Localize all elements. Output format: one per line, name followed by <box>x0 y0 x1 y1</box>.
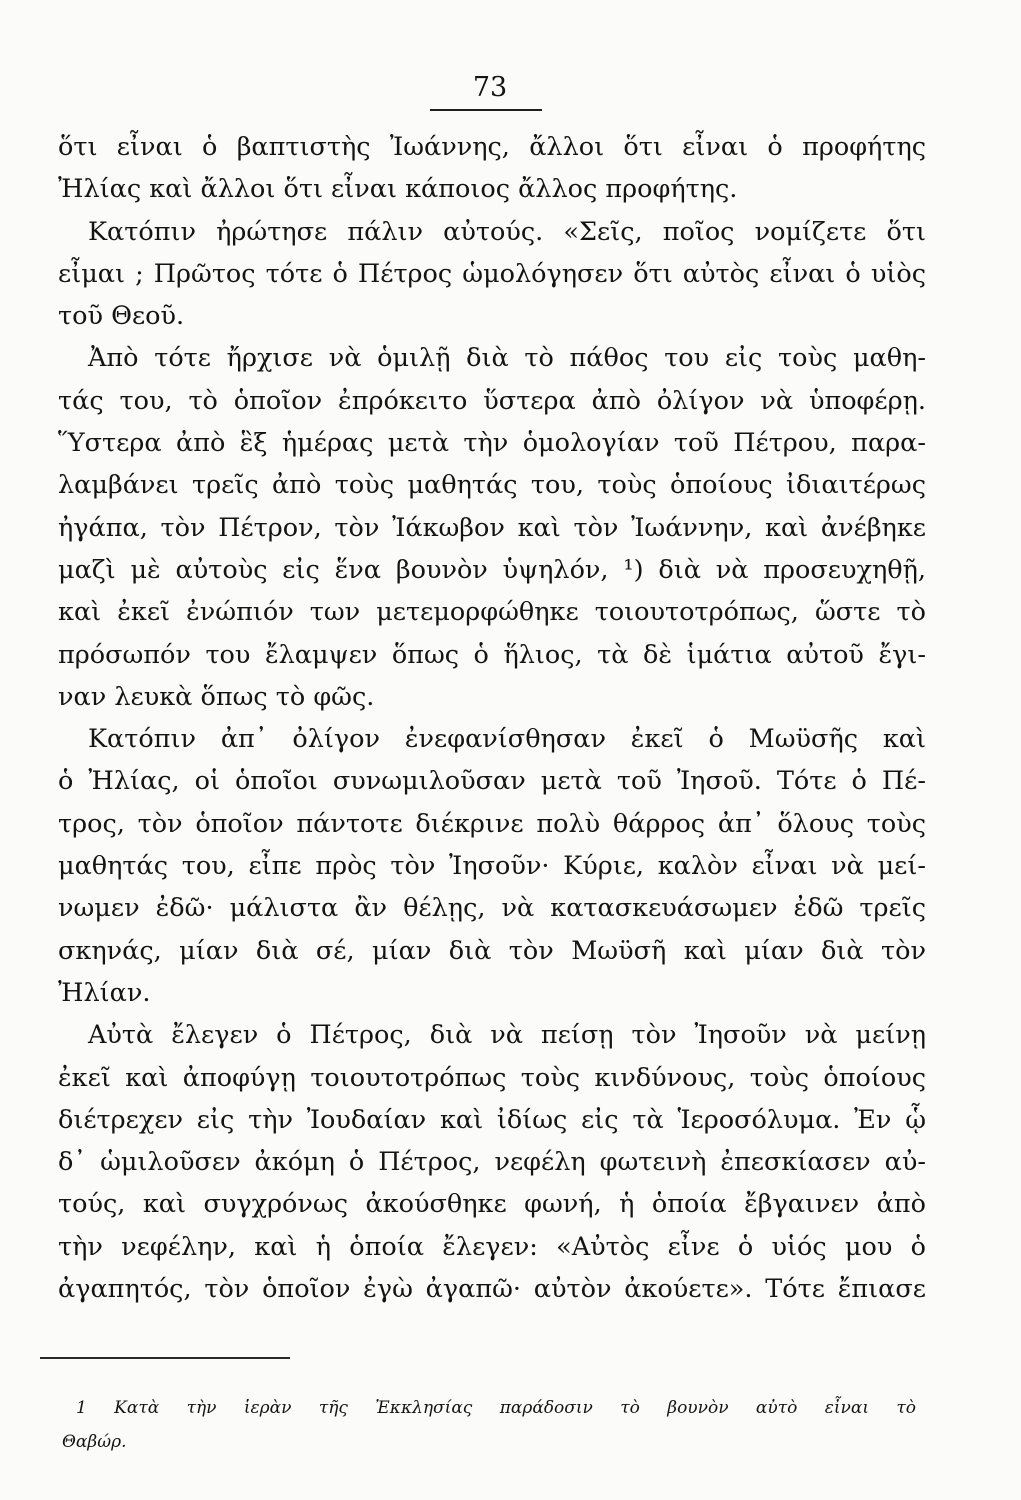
text-line: Ἠλίας καὶ ἄλλοι ὅτι εἶναι κάποιος ἄλλος προφήτης. <box>58 174 738 205</box>
text-line: σκηνάς, μίαν διὰ σέ, μίαν διὰ τὸν Μωϋσῆ καὶ μίαν διὰ τὸν <box>58 935 926 966</box>
text-line: εἶμαι ; Πρῶτος τότε ὁ Πέτρος ὡμολόγησεν ὅτι αὐτὸς εἶναι ὁ υἱὸς <box>58 258 926 289</box>
footnote-line: 1 Κατὰ τὴν ἱερὰν τῆς Ἐκκλησίας παράδοσιν τὸ βουνὸν αὐτὸ εἶναι τὸ <box>76 1398 916 1418</box>
text-line: ἀγαπητός, τὸν ὁποῖον ἐγὼ ἀγαπῶ· αὐτὸν ἀκούετε». Τότε ἔπιασε <box>58 1274 926 1305</box>
text-line: καὶ ἐκεῖ ἐνώπιόν των μετεμορφώθηκε τοιουτοτρόπως, ὥστε τὸ <box>58 597 926 628</box>
footnotes <box>62 1391 916 1459</box>
text-line: τρος, τὸν ὁποῖον πάντοτε διέκρινε πολὺ θάρρος ἀπ᾽ ὅλους τοὺς <box>58 808 926 839</box>
text-line: Κατόπιν ἠρώτησε πάλιν αὐτούς. «Σεῖς, ποῖος νομίζετε ὅτι <box>88 216 926 247</box>
text-line: τὴν νεφέλην, καὶ ἡ ὁποία ἔλεγεν: «Αὐτὸς εἶνε ὁ υἱός μου ὁ <box>58 1231 926 1262</box>
text-line: τοῦ Θεοῦ. <box>58 301 185 332</box>
text-line: Ἠλίαν. <box>58 977 151 1008</box>
body-text <box>58 126 926 1310</box>
text-line: νωμεν ἐδῶ· μάλιστα ἂν θέλῃς, νὰ κατασκευάσωμεν ἐδῶ τρεῖς <box>58 893 926 924</box>
text-line: δ᾽ ὡμιλοῦσεν ἀκόμη ὁ Πέτρος, νεφέλη φωτεινὴ ἐπεσκίασεν αὐ- <box>58 1147 926 1178</box>
text-line: τούς, καὶ συγχρόνως ἀκούσθηκε φωνή, ἡ ὁποία ἔβγαινεν ἀπὸ <box>58 1189 926 1220</box>
footnote-rule <box>40 1357 290 1359</box>
text-line: μαθητάς του, εἶπε πρὸς τὸν Ἰησοῦν· Κύριε, καλὸν εἶναι νὰ μεί- <box>58 851 926 882</box>
text-line: πρόσωπόν του ἔλαμψεν ὅπως ὁ ἥλιος, τὰ δὲ ἱμάτια αὐτοῦ ἔγι- <box>58 639 926 670</box>
text-line: ὁ Ἠλίας, οἱ ὁποῖοι συνωμιλοῦσαν μετὰ τοῦ Ἰησοῦ. Τότε ὁ Πέ- <box>58 766 926 797</box>
text-line: Αὐτὰ ἔλεγεν ὁ Πέτρος, διὰ νὰ πείσῃ τὸν Ἰησοῦν νὰ μείνῃ <box>88 1020 926 1051</box>
text-line: τάς του, τὸ ὁποῖον ἐπρόκειτο ὕστερα ἀπὸ ὀλίγον νὰ ὑποφέρῃ. <box>58 385 926 416</box>
text-line: ὅτι εἶναι ὁ βαπτιστὴς Ἰωάννης, ἄλλοι ὅτι εἶναι ὁ προφήτης <box>58 132 926 162</box>
text-line: Κατόπιν ἀπ᾽ ὀλίγον ἐνεφανίσθησαν ἐκεῖ ὁ Μωϋσῆς καὶ <box>88 724 926 755</box>
text-line: ἠγάπα, τὸν Πέτρον, τὸν Ἰάκωβον καὶ τὸν Ἰωάννην, καὶ ἀνέβηκε <box>58 512 926 543</box>
footnote-line: Θαβώρ. <box>62 1432 127 1452</box>
page-number: 73 <box>472 72 508 103</box>
text-line: ἐκεῖ καὶ ἀποφύγῃ τοιουτοτρόπως τοὺς κινδύνους, τοὺς ὁποίους <box>58 1062 926 1093</box>
text-line: Ἀπὸ τότε ἤρχισε νὰ ὁμιλῇ διὰ τὸ πάθος του εἰς τοὺς μαθη- <box>88 343 926 374</box>
page-number-rule <box>430 109 542 111</box>
text-line: λαμβάνει τρεῖς ἀπὸ τοὺς μαθητάς του, τοὺς ὁποίους ἰδιαιτέρως <box>58 470 926 501</box>
text-line: διέτρεχεν εἰς τὴν Ἰουδαίαν καὶ ἰδίως εἰς τὰ Ἱεροσόλυμα. Ἐν ᾧ <box>58 1104 926 1135</box>
text-line: μαζὶ μὲ αὐτοὺς εἰς ἕνα βουνὸν ὑψηλόν, ¹) διὰ νὰ προσευχηθῇ, <box>58 554 926 585</box>
text-line: ναν λευκὰ ὅπως τὸ φῶς. <box>58 681 375 712</box>
text-line: Ὕστερα ἀπὸ ἓξ ἡμέρας μετὰ τὴν ὁμολογίαν τοῦ Πέτρου, παρα- <box>58 428 926 459</box>
